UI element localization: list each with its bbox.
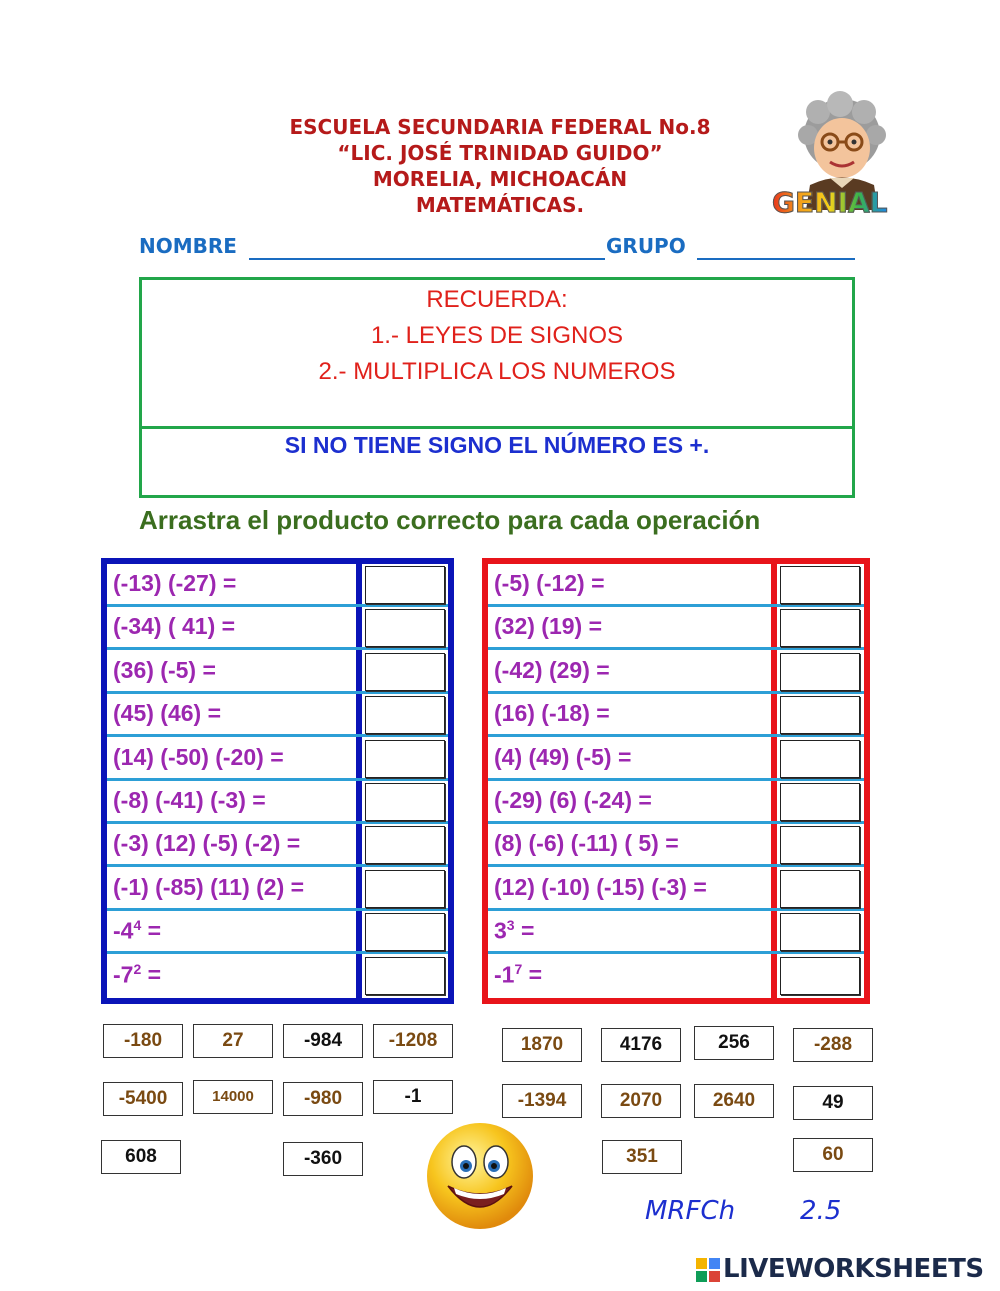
operation-text: (16) (-18) = <box>494 700 610 727</box>
operation-text: (-8) (-41) (-3) = <box>113 787 266 813</box>
operation-row <box>488 824 864 867</box>
smiley-face-icon <box>424 1120 536 1232</box>
answer-drop-box[interactable] <box>365 696 445 734</box>
answer-drop-box[interactable] <box>365 740 445 778</box>
name-group-line <box>139 230 859 262</box>
answer-drop-box[interactable] <box>365 783 445 821</box>
answer-drop-box[interactable] <box>365 653 445 691</box>
answer-chip[interactable]: -984 <box>283 1024 363 1058</box>
signature-code: 2.5 <box>800 1196 842 1226</box>
reminder-line-2: 1.- LEYES DE SIGNOS <box>370 322 624 349</box>
operation-row <box>488 868 864 911</box>
operation-text <box>113 961 161 989</box>
operation-row <box>488 955 864 998</box>
answer-chip[interactable]: -288 <box>793 1028 873 1062</box>
operation-text: (-34) ( 41) = <box>113 613 236 640</box>
answer-drop-box[interactable] <box>365 957 445 995</box>
operation-row <box>107 694 448 737</box>
operation-row <box>107 781 448 824</box>
operation-row <box>488 564 864 607</box>
operation-text: (32) (19) = <box>494 613 603 640</box>
operation-row <box>488 607 864 650</box>
reminder-note: SI NO TIENE SIGNO EL NÚMERO ES +. <box>284 432 710 458</box>
answer-chip[interactable]: -980 <box>283 1082 363 1116</box>
answer-chip[interactable]: 49 <box>793 1086 873 1120</box>
nombre-label: NOMBRE <box>139 234 237 258</box>
operation-row <box>107 607 448 650</box>
answer-chip[interactable]: -1394 <box>502 1084 582 1118</box>
answer-chip[interactable]: 60 <box>793 1138 873 1172</box>
genial-text: GENIAL <box>772 186 888 219</box>
answer-chip[interactable]: -180 <box>103 1024 183 1058</box>
operation-text: (45) (46) = <box>113 700 222 727</box>
operation-text: (-3) (12) (-5) (-2) = <box>113 830 301 857</box>
reminder-divider <box>142 426 852 429</box>
operation-text <box>494 917 534 945</box>
operation-text <box>113 917 161 945</box>
grupo-label: GRUPO <box>606 234 686 258</box>
answer-drop-box[interactable] <box>780 957 860 995</box>
answer-chip[interactable]: 2070 <box>601 1084 681 1118</box>
operation-row <box>488 651 864 694</box>
answer-drop-box[interactable] <box>780 783 860 821</box>
reminder-line-3: 2.- MULTIPLICA LOS NUMEROS <box>318 358 676 385</box>
operation-equals: = <box>522 961 543 988</box>
operation-row <box>107 868 448 911</box>
answer-drop-box[interactable] <box>780 870 860 908</box>
operation-text: (-29) (6) (-24) = <box>494 787 652 813</box>
operation-text <box>494 961 542 989</box>
operation-base: -7 <box>113 961 134 988</box>
operation-row <box>488 694 864 737</box>
operation-text: (-42) (29) = <box>494 656 610 683</box>
operation-text: (4) (49) (-5) = <box>494 743 632 770</box>
instruction-text: Arrastra el producto correcto para cada operación <box>139 505 761 535</box>
school-line-1: ESCUELA SECUNDARIA FEDERAL No.8 <box>289 115 711 139</box>
operation-text: (-1) (-85) (11) (2) = <box>113 873 305 900</box>
operation-text: (-13) (-27) = <box>113 570 237 596</box>
operation-base: -4 <box>113 917 134 944</box>
liveworksheets-text: LIVEWORKSHEETS <box>723 1254 984 1284</box>
answer-drop-box[interactable] <box>780 826 860 864</box>
operation-text: (14) (-50) (-20) = <box>113 743 284 770</box>
operation-text: (36) (-5) = <box>113 656 216 683</box>
left-operations-table <box>101 558 454 1004</box>
reminder-line-1: RECUERDA: <box>426 286 568 313</box>
answer-chip[interactable]: 256 <box>694 1026 774 1060</box>
nombre-field[interactable] <box>249 258 605 260</box>
answer-drop-box[interactable] <box>365 826 445 864</box>
operation-row <box>488 911 864 954</box>
answer-drop-box[interactable] <box>780 653 860 691</box>
answer-chip[interactable]: -1208 <box>373 1024 453 1058</box>
answer-chip[interactable]: 27 <box>193 1024 273 1058</box>
answer-chip[interactable]: -360 <box>283 1142 363 1176</box>
answer-chip[interactable]: 608 <box>101 1140 181 1174</box>
answer-chip[interactable]: 2640 <box>694 1084 774 1118</box>
operation-base: 3 <box>494 917 507 944</box>
operation-exponent: 3 <box>506 917 515 934</box>
operation-row <box>488 738 864 781</box>
operation-text: (8) (-6) (-11) ( 5) = <box>494 830 679 857</box>
operation-row <box>107 955 448 998</box>
answer-drop-box[interactable] <box>780 740 860 778</box>
operation-row <box>107 738 448 781</box>
answer-drop-box[interactable] <box>365 870 445 908</box>
grupo-field[interactable] <box>697 258 855 260</box>
answer-drop-box[interactable] <box>780 696 860 734</box>
school-line-4: MATEMÁTICAS. <box>415 193 585 217</box>
operation-text: (-5) (-12) = <box>494 570 605 596</box>
operation-row <box>488 781 864 824</box>
answer-chip[interactable]: -1 <box>373 1080 453 1114</box>
operation-row <box>107 564 448 607</box>
answer-drop-box[interactable] <box>365 566 445 604</box>
answer-chip[interactable]: -5400 <box>103 1082 183 1116</box>
answer-drop-box[interactable] <box>780 609 860 647</box>
school-header <box>200 114 800 218</box>
operation-equals: = <box>514 917 535 944</box>
signature-initials: MRFCh <box>645 1196 736 1226</box>
answer-chip[interactable]: 14000 <box>193 1080 273 1114</box>
operation-row <box>107 824 448 867</box>
operation-base: -1 <box>494 961 515 988</box>
operation-row <box>107 651 448 694</box>
operation-exponent: 2 <box>133 960 142 977</box>
reminder-box <box>139 277 855 498</box>
answer-drop-box[interactable] <box>365 609 445 647</box>
answer-chip[interactable]: 4176 <box>601 1028 681 1062</box>
school-line-2: “LIC. JOSÉ TRINIDAD GUIDO” <box>337 141 663 165</box>
operation-text: (12) (-10) (-15) (-3) = <box>494 873 707 900</box>
operation-exponent: 7 <box>514 960 523 977</box>
answer-chip[interactable]: 1870 <box>502 1028 582 1062</box>
answer-chip[interactable]: 351 <box>602 1140 682 1174</box>
school-line-3: MORELIA, MICHOACÁN <box>372 167 628 191</box>
answer-drop-box[interactable] <box>780 913 860 951</box>
genial-badge <box>772 186 887 219</box>
operation-equals: = <box>141 917 162 944</box>
right-operations-table <box>482 558 870 1004</box>
answer-drop-box[interactable] <box>365 913 445 951</box>
operation-equals: = <box>141 961 162 988</box>
answer-drop-box[interactable] <box>780 566 860 604</box>
liveworksheets-icon <box>696 1258 720 1282</box>
operation-exponent: 4 <box>133 917 142 934</box>
operation-row <box>107 911 448 954</box>
